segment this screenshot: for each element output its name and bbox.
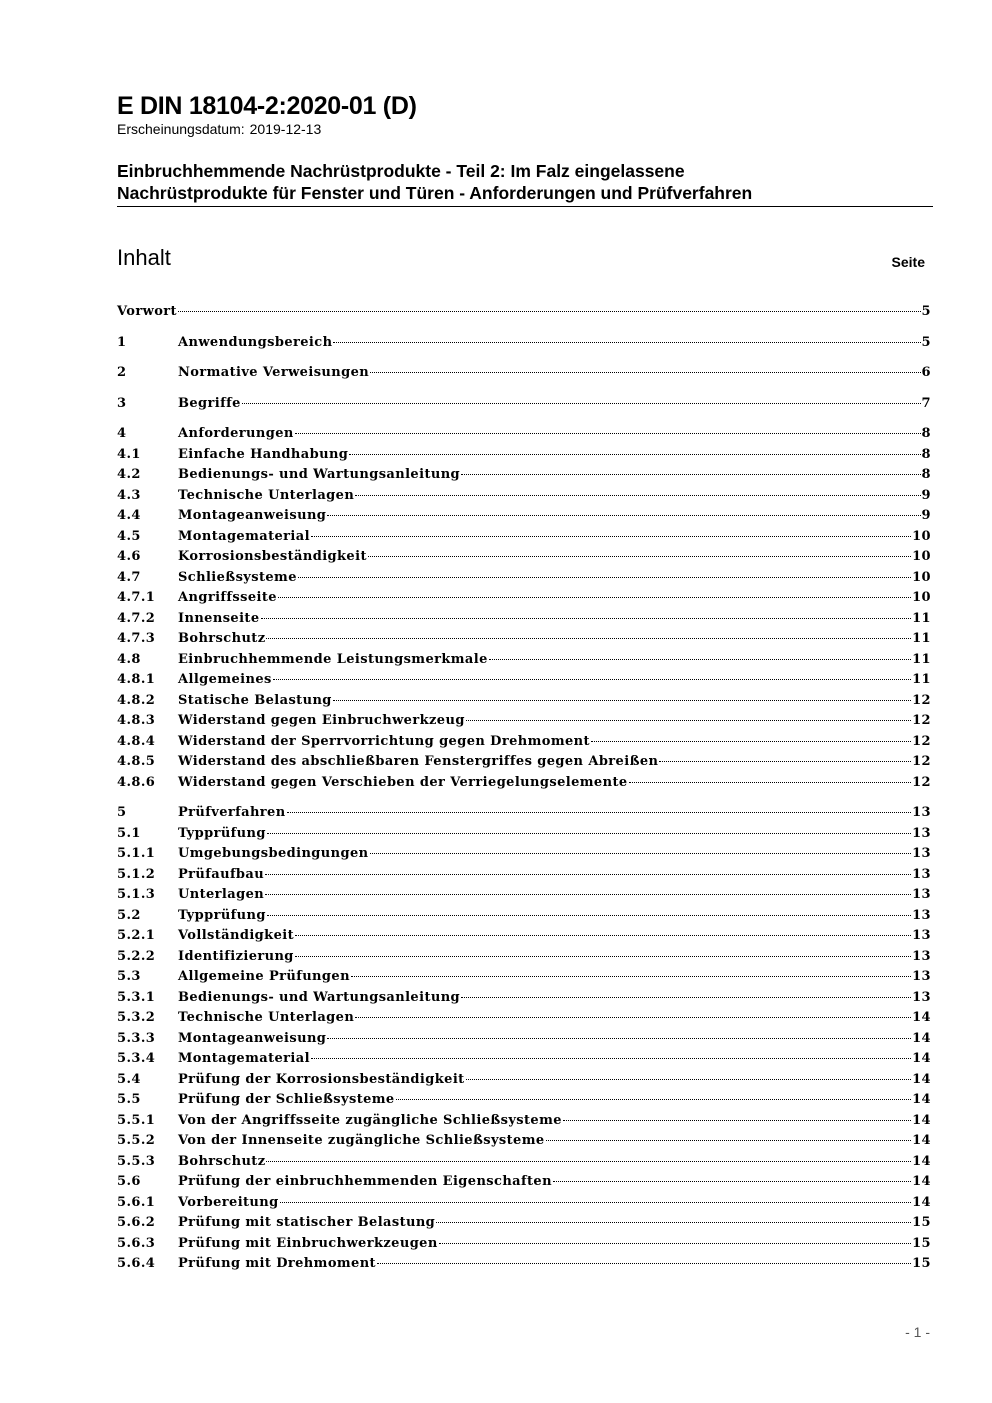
toc-entry-number: 4.8.2 — [117, 692, 156, 708]
toc-entry-page: 12 — [912, 713, 931, 728]
toc-entry-number: 5 — [117, 805, 127, 820]
toc-entry-page: 11 — [912, 651, 931, 667]
toc-leader-dots — [333, 342, 920, 343]
toc-entry-number: 5.5.1 — [117, 1112, 156, 1128]
toc-entry[interactable] — [117, 302, 931, 323]
toc-entry-page: 8 — [921, 446, 931, 462]
toc-entry-number: 4 — [117, 426, 127, 441]
toc-entry-page: 14 — [912, 1030, 931, 1046]
page-number: - 1 - — [905, 1324, 930, 1340]
toc-entry[interactable] — [117, 506, 931, 527]
toc-leader-dots — [439, 1243, 911, 1244]
toc-entry-title: Von der Innenseite zugängliche Schließsysteme — [178, 1133, 545, 1148]
toc-entry-title: Prüfung der Korrosionsbeständigkeit — [178, 1071, 465, 1087]
toc-entry[interactable] — [117, 865, 931, 886]
toc-entry-title: Prüfung mit Drehmoment — [178, 1256, 376, 1271]
toc-leader-dots — [266, 1161, 911, 1162]
toc-entry-title: Technische Unterlagen — [178, 1010, 355, 1025]
toc-entry-title: Einfache Handhabung — [178, 446, 349, 462]
toc-leader-dots — [298, 577, 911, 578]
document-title — [117, 160, 933, 204]
toc-entry-number: 5.3.3 — [117, 1030, 156, 1046]
toc-entry-title: Umgebungsbedingungen — [178, 846, 369, 861]
toc-entry-title: Prüfaufbau — [178, 866, 265, 882]
toc-entry-title: Prüfverfahren — [178, 805, 286, 820]
toc-leader-dots — [242, 403, 921, 404]
toc-entry[interactable] — [117, 1234, 931, 1255]
toc-entry-title: Bohrschutz — [178, 631, 266, 646]
toc-entry-page: 10 — [912, 569, 931, 585]
toc-entry-number: 4.1 — [117, 446, 141, 462]
toc-leader-dots — [287, 812, 912, 813]
toc-entry-page: 12 — [912, 754, 931, 769]
toc-leader-dots — [311, 536, 911, 537]
toc-entry-page: 13 — [912, 989, 931, 1005]
toc-leader-dots — [295, 433, 921, 434]
toc-entry[interactable] — [117, 670, 931, 691]
toc-entry[interactable] — [117, 547, 931, 568]
toc-entry-number: 1 — [117, 334, 127, 350]
toc-entry-page: 11 — [912, 610, 931, 626]
toc-entry-page: 14 — [912, 1010, 931, 1025]
toc-entry-number: 2 — [117, 365, 127, 380]
toc-entry-number: 5.3 — [117, 969, 141, 984]
toc-entry-number: 4.4 — [117, 508, 141, 523]
toc-entry-page: 8 — [921, 426, 931, 441]
toc-entry[interactable] — [117, 1131, 931, 1152]
toc-entry-title: Montagematerial — [178, 528, 310, 544]
toc-entry[interactable] — [117, 568, 931, 589]
toc-entry[interactable] — [117, 650, 931, 671]
toc-entry[interactable] — [117, 1049, 931, 1070]
toc-leader-dots — [295, 935, 911, 936]
toc-entry-title: Widerstand gegen Einbruchwerkzeug — [178, 713, 465, 728]
toc-entry-title: Vorbereitung — [178, 1194, 279, 1210]
toc-entry-number: 5.3.2 — [117, 1010, 156, 1025]
toc-entry-number: 5.6.3 — [117, 1235, 156, 1251]
toc-entry-page: 13 — [912, 846, 931, 861]
toc-entry[interactable] — [117, 803, 931, 824]
toc-entry-title: Widerstand gegen Verschieben der Verriegelungselemente — [178, 774, 628, 790]
toc-entry-page: 13 — [912, 887, 931, 902]
toc-entry-page: 12 — [912, 774, 931, 790]
toc-leader-dots — [351, 976, 911, 977]
toc-entry-page: 13 — [912, 805, 931, 820]
toc-entry[interactable] — [117, 885, 931, 906]
toc-entry-number: 5.5.2 — [117, 1133, 156, 1148]
toc-entry-title: Bedienungs- und Wartungsanleitung — [178, 467, 461, 482]
toc-entry-number: 5.1.1 — [117, 846, 156, 861]
toc-entry-title: Montageanweisung — [178, 1030, 327, 1046]
document-id: E DIN 18104-2:2020-01 (D) — [117, 92, 417, 120]
toc-entry-number: 5.4 — [117, 1071, 141, 1087]
toc-entry-number: 5.3.1 — [117, 989, 156, 1005]
toc-entry-title: Technische Unterlagen — [178, 487, 355, 503]
toc-leader-dots — [546, 1140, 912, 1141]
toc-entry-title: Montagematerial — [178, 1051, 310, 1066]
toc-entry-page: 14 — [912, 1153, 931, 1169]
toc-entry[interactable] — [117, 926, 931, 947]
toc-entry-number: 4.2 — [117, 467, 141, 482]
toc-entry[interactable] — [117, 824, 931, 845]
toc-entry[interactable] — [117, 1090, 931, 1111]
toc-page-column-label: Seite — [891, 254, 925, 270]
toc-leader-dots — [278, 597, 911, 598]
toc-entry[interactable] — [117, 967, 931, 988]
toc-entry-title: Von der Angriffsseite zugängliche Schließsysteme — [178, 1112, 562, 1128]
toc-leader-dots — [461, 997, 911, 998]
toc-entry-number: 4.6 — [117, 549, 141, 564]
toc-entry-page: 6 — [921, 365, 931, 380]
toc-entry[interactable] — [117, 445, 931, 466]
toc-entry-title: Vollständigkeit — [178, 928, 294, 943]
toc-leader-dots — [436, 1222, 911, 1223]
toc-entry-title: Anforderungen — [178, 426, 294, 441]
toc-leader-dots — [327, 1038, 911, 1039]
toc-entry-number: 4.8.3 — [117, 713, 156, 728]
toc-entry[interactable] — [117, 527, 931, 548]
toc-leader-dots — [266, 638, 911, 639]
toc-entry-page: 15 — [912, 1215, 931, 1230]
toc-entry[interactable] — [117, 1213, 931, 1234]
toc-entry-page: 12 — [912, 692, 931, 708]
toc-entry-page: 8 — [921, 467, 931, 482]
toc-entry[interactable] — [117, 333, 931, 354]
toc-entry[interactable] — [117, 1070, 931, 1091]
toc-leader-dots — [629, 782, 912, 783]
toc-entry-page: 13 — [912, 825, 931, 841]
toc-leader-dots — [273, 679, 911, 680]
toc-entry[interactable] — [117, 732, 931, 753]
toc-entry-number: 5.2 — [117, 907, 141, 923]
document-title-line-2: Nachrüstprodukte für Fenster und Türen - Anforderungen und Prüfverfahren — [117, 183, 753, 203]
toc-entry-title: Allgemeines — [178, 672, 272, 687]
toc-leader-dots — [349, 454, 920, 455]
toc-leader-dots — [280, 1202, 911, 1203]
toc-entry-page: 14 — [912, 1133, 931, 1148]
toc-entry-title: Widerstand des abschließbaren Fenstergriffes gegen Abreißen — [178, 754, 659, 769]
toc-entry-number: 5.1 — [117, 825, 141, 841]
toc-leader-dots — [370, 853, 912, 854]
toc-entry-number: 5.1.2 — [117, 866, 156, 882]
toc-entry-title: Normative Verweisungen — [178, 365, 370, 380]
toc-entry-title: Schließsysteme — [178, 569, 297, 585]
toc-entry[interactable] — [117, 363, 931, 384]
toc-entry-page: 12 — [912, 733, 931, 749]
toc-entry-page: 14 — [912, 1092, 931, 1107]
toc-entry-page: 14 — [912, 1194, 931, 1210]
toc-entry-page: 13 — [912, 948, 931, 964]
toc-entry-title: Widerstand der Sperrvorrichtung gegen Drehmoment — [178, 733, 590, 749]
toc-leader-dots — [333, 700, 911, 701]
toc-entry-page: 13 — [912, 866, 931, 882]
toc-entry[interactable] — [117, 947, 931, 968]
toc-entry-title: Innenseite — [178, 610, 260, 626]
toc-leader-dots — [355, 1017, 911, 1018]
toc-entry-page: 5 — [921, 304, 931, 319]
toc-entry-title: Unterlagen — [178, 887, 265, 902]
toc-entry-number: 5.5 — [117, 1092, 141, 1107]
toc-entry[interactable] — [117, 1008, 931, 1029]
toc-entry-title: Angriffsseite — [178, 590, 277, 605]
toc-entry[interactable] — [117, 424, 931, 445]
toc-entry-number: 4.5 — [117, 528, 141, 544]
toc-entry-title: Vorwort — [117, 304, 177, 319]
table-of-contents — [117, 302, 931, 1275]
toc-entry-title: Bedienungs- und Wartungsanleitung — [178, 989, 461, 1005]
toc-entry-title: Einbruchhemmende Leistungsmerkmale — [178, 651, 488, 667]
toc-leader-dots — [265, 874, 911, 875]
toc-entry-page: 10 — [912, 528, 931, 544]
toc-entry-title: Montageanweisung — [178, 508, 327, 523]
toc-entry-number: 4.3 — [117, 487, 141, 503]
toc-entry-page: 13 — [912, 928, 931, 943]
toc-entry-title: Anwendungsbereich — [178, 334, 333, 350]
toc-leader-dots — [377, 1263, 911, 1264]
toc-entry-number: 4.8.4 — [117, 733, 156, 749]
toc-entry-page: 13 — [912, 969, 931, 984]
toc-entry-page: 11 — [912, 631, 931, 646]
toc-entry-number: 5.1.3 — [117, 887, 156, 902]
toc-entry[interactable] — [117, 773, 931, 794]
document-title-line-1: Einbruchhemmende Nachrüstprodukte - Teil 2: Im Falz eingelassene — [117, 161, 685, 181]
toc-leader-dots — [261, 618, 912, 619]
toc-leader-dots — [368, 556, 911, 557]
toc-entry[interactable] — [117, 1193, 931, 1214]
toc-entry-title: Prüfung der einbruchhemmenden Eigenschaften — [178, 1174, 552, 1189]
toc-entry[interactable] — [117, 1029, 931, 1050]
toc-entry[interactable] — [117, 906, 931, 927]
publication-date-value: 2019-12-13 — [249, 121, 322, 137]
toc-entry-title: Bohrschutz — [178, 1153, 266, 1169]
toc-leader-dots — [489, 659, 911, 660]
toc-leader-dots — [591, 741, 911, 742]
toc-leader-dots — [659, 761, 911, 762]
toc-entry-page: 15 — [912, 1235, 931, 1251]
toc-entry-page: 9 — [921, 508, 931, 523]
toc-entry-number: 4.8.1 — [117, 672, 156, 687]
toc-entry[interactable] — [117, 691, 931, 712]
toc-entry-number: 5.6 — [117, 1174, 141, 1189]
toc-entry-number: 5.3.4 — [117, 1051, 156, 1066]
toc-entry[interactable] — [117, 1111, 931, 1132]
toc-entry-number: 4.7.1 — [117, 590, 156, 605]
toc-leader-dots — [461, 474, 921, 475]
toc-leader-dots — [370, 372, 920, 373]
toc-entry-title: Prüfung der Schließsysteme — [178, 1092, 395, 1107]
toc-entry[interactable] — [117, 609, 931, 630]
toc-entry[interactable] — [117, 1152, 931, 1173]
toc-entry-number: 5.2.1 — [117, 928, 156, 943]
toc-entry-number: 5.5.3 — [117, 1153, 156, 1169]
toc-entry-number: 4.7 — [117, 569, 141, 585]
toc-entry[interactable] — [117, 711, 931, 732]
toc-entry-title: Statische Belastung — [178, 692, 332, 708]
toc-entry-title: Allgemeine Prüfungen — [178, 969, 350, 984]
toc-entry-title: Prüfung mit statischer Belastung — [178, 1215, 436, 1230]
toc-entry-page: 14 — [912, 1051, 931, 1066]
toc-entry-number: 4.7.2 — [117, 610, 156, 626]
toc-leader-dots — [466, 1079, 912, 1080]
toc-leader-dots — [355, 495, 920, 496]
toc-leader-dots — [178, 311, 921, 312]
toc-leader-dots — [295, 956, 911, 957]
toc-entry-page: 10 — [912, 590, 931, 605]
toc-entry-number: 5.6.4 — [117, 1256, 156, 1271]
toc-entry[interactable] — [117, 465, 931, 486]
toc-entry-page: 14 — [912, 1174, 931, 1189]
toc-entry-page: 15 — [912, 1256, 931, 1271]
toc-leader-dots — [267, 833, 911, 834]
toc-entry[interactable] — [117, 988, 931, 1009]
toc-leader-dots — [553, 1181, 911, 1182]
toc-entry[interactable] — [117, 844, 931, 865]
toc-entry-page: 5 — [921, 334, 931, 350]
toc-entry[interactable] — [117, 486, 931, 507]
toc-entry[interactable] — [117, 752, 931, 773]
toc-entry-page: 10 — [912, 549, 931, 564]
toc-entry-page: 13 — [912, 907, 931, 923]
toc-entry-number: 3 — [117, 395, 127, 411]
toc-entry-number: 4.8 — [117, 651, 141, 667]
toc-entry[interactable] — [117, 394, 931, 415]
toc-heading: Inhalt — [117, 245, 171, 270]
toc-entry-page: 14 — [912, 1112, 931, 1128]
toc-entry-title: Begriffe — [178, 395, 241, 411]
toc-entry-number: 5.2.2 — [117, 948, 156, 964]
title-divider — [117, 206, 933, 207]
toc-leader-dots — [563, 1120, 911, 1121]
toc-entry-title: Identifizierung — [178, 948, 294, 964]
toc-leader-dots — [396, 1099, 911, 1100]
toc-entry[interactable] — [117, 588, 931, 609]
toc-entry-number: 4.7.3 — [117, 631, 156, 646]
toc-entry-page: 7 — [921, 395, 931, 411]
toc-entry-page: 11 — [912, 672, 931, 687]
toc-entry-number: 4.8.6 — [117, 774, 156, 790]
toc-leader-dots — [267, 915, 911, 916]
toc-entry-title: Korrosionsbeständigkeit — [178, 549, 367, 564]
toc-entry-title: Prüfung mit Einbruchwerkzeugen — [178, 1235, 438, 1251]
toc-leader-dots — [311, 1058, 911, 1059]
toc-entry-title: Typprüfung — [178, 907, 266, 923]
publication-date-label: Erscheinungsdatum: — [117, 121, 245, 137]
toc-leader-dots — [265, 894, 911, 895]
toc-entry-number: 5.6.2 — [117, 1215, 156, 1230]
toc-leader-dots — [466, 720, 911, 721]
toc-entry-page: 14 — [912, 1071, 931, 1087]
toc-entry-number: 4.8.5 — [117, 754, 156, 769]
toc-entry-title: Typprüfung — [178, 825, 266, 841]
toc-entry[interactable] — [117, 629, 931, 650]
toc-entry[interactable] — [117, 1172, 931, 1193]
publication-date — [117, 121, 321, 137]
toc-entry-page: 9 — [921, 487, 931, 503]
toc-entry-number: 5.6.1 — [117, 1194, 156, 1210]
toc-leader-dots — [327, 515, 920, 516]
toc-entry[interactable] — [117, 1254, 931, 1275]
